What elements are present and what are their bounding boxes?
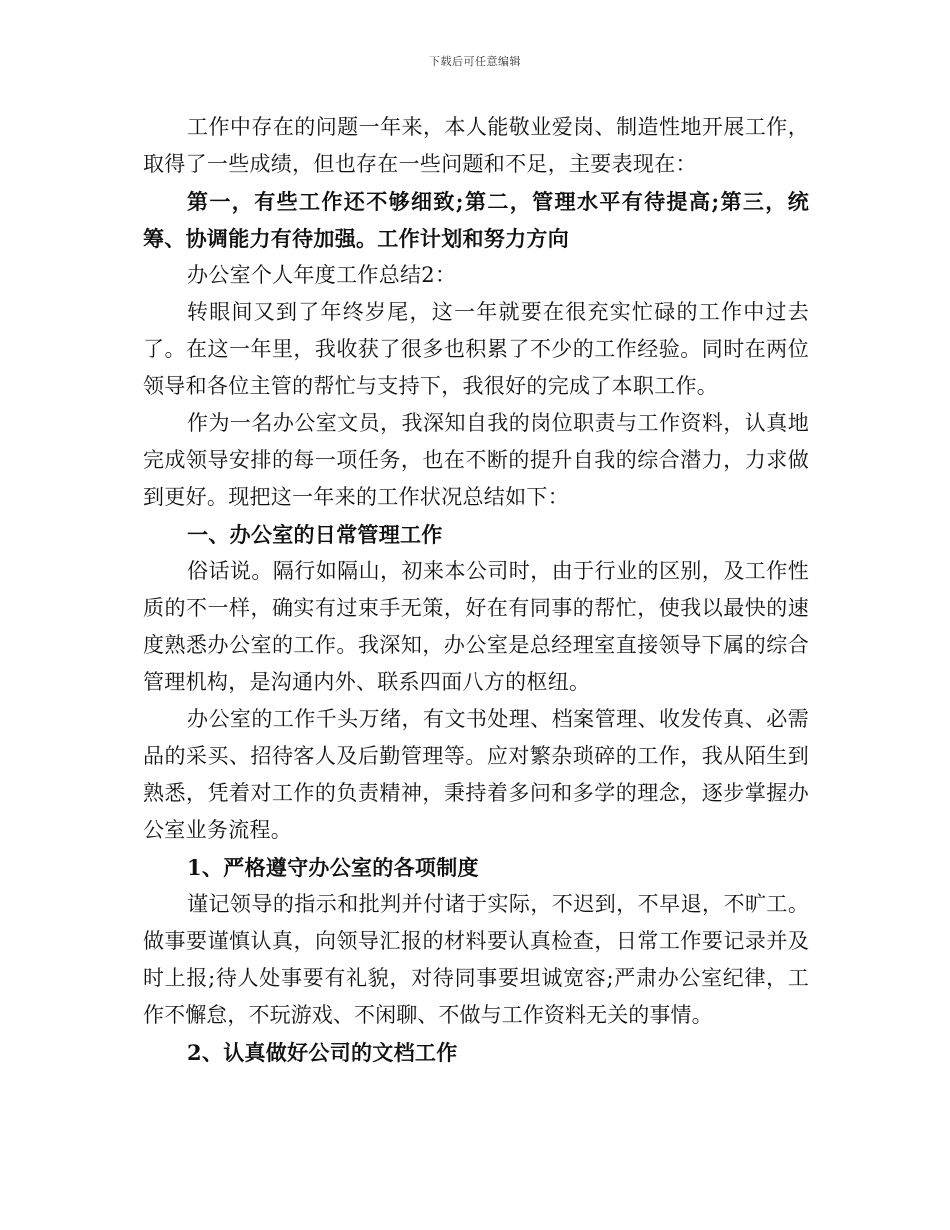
paragraph-familiarization: 俗话说。隔行如隔山，初来本公司时，由于行业的区别，及工作性质的不一样，确实有过束手无策，好在有同事的帮忙，使我以最快的速度熟悉办公室的工作。我深知，办公室是总经理室直接领导下属的综合管理机构，是沟通内外、联系四面八方的枢纽。 (143, 559, 809, 694)
paragraph-role: 作为一名办公室文员，我深知自我的岗位职责与工作资料，认真地完成领导安排的每一项任务，也在不断的提升自我的综合潜力，力求做到更好。现把这一年来的工作状况总结如下： (143, 411, 809, 509)
paragraph-discipline: 谨记领导的指示和批判并付诸于实际，不迟到，不早退，不旷工。做事要谨慎认真，向领导汇报的材料要认真检查，日常工作要记录并及时上报;待人处事要有礼貌，对待同事要坦诚宽容;严肃办公室纪律，工作不懈怠，不玩游戏、不闲聊、不做与工作资料无关的事情。 (143, 892, 809, 1027)
paragraph-problems-intro: 工作中存在的问题一年来，本人能敬业爱岗、制造性地开展工作，取得了一些成绩，但也存在一些问题和不足，主要表现在： (143, 115, 809, 176)
paragraph-problems-list: 第一，有些工作还不够细致;第二，管理水平有待提高;第三，统筹、协调能力有待加强。工作计划和努力方向 (143, 189, 809, 251)
paragraph-year-end: 转眼间又到了年终岁尾，这一年就要在很充实忙碌的工作中过去了。在这一年里，我收获了很多也积累了不少的工作经验。同时在两位领导和各位主管的帮忙与支持下，我很好的完成了本职工作。 (143, 300, 809, 398)
document-body (143, 109, 809, 1071)
subheading-document-work: 2、认真做好公司的文档工作 (187, 1040, 458, 1065)
paragraph-office-duties: 办公室的工作千头万绪，有文书处理、档案管理、收发传真、必需品的采买、招待客人及后勤管理等。应对繁杂琐碎的工作，我从陌生到熟悉，凭着对工作的负责精神，秉持着多问和多学的理念，逐步掌握办公室业务流程。 (143, 707, 809, 842)
subheading-office-rules: 1、严格遵守办公室的各项制度 (187, 855, 479, 880)
download-editable-note: 下载后可任意编辑 (429, 55, 521, 68)
section-heading-daily-management: 一、办公室的日常管理工作 (187, 522, 443, 547)
paragraph-summary-title: 办公室个人年度工作总结2： (187, 263, 457, 287)
